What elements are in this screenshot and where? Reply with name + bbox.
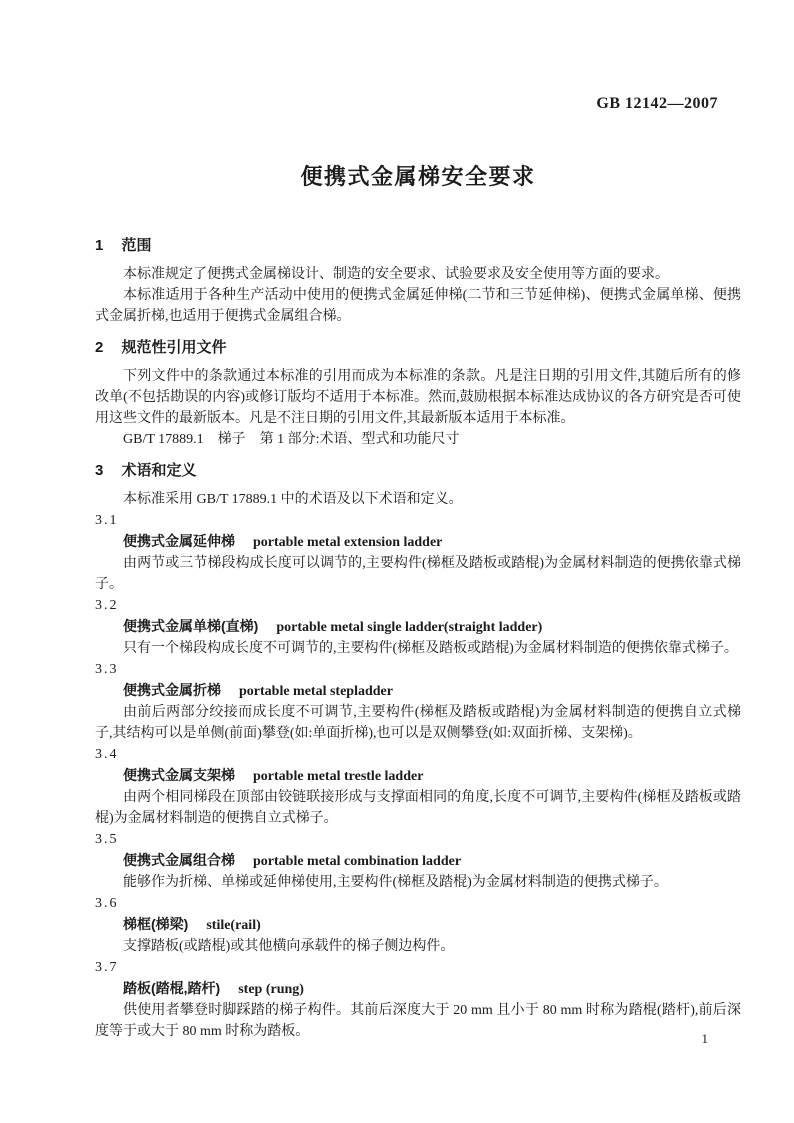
page-number: 1 (701, 1031, 708, 1046)
term-name-line (95, 531, 741, 553)
section-references-heading (95, 337, 741, 358)
term-number: 3.4 (95, 747, 119, 762)
term-3-7 (95, 957, 741, 1042)
document-body (95, 225, 741, 1042)
term-name-cn: 便携式金属折梯 (123, 682, 221, 698)
standard-code: GB 12142—2007 (596, 95, 718, 112)
section-scope-heading (95, 235, 741, 256)
term-name-en: portable metal trestle ladder (253, 769, 424, 784)
term-number: 3.5 (95, 832, 119, 847)
term-3-6 (95, 893, 741, 957)
term-name-cn: 踏板(踏棍,踏杆) (123, 980, 221, 996)
term-name-line (95, 978, 741, 1000)
section-terms-heading (95, 460, 741, 481)
section-number: 2 (95, 339, 104, 356)
section-title: 范围 (121, 237, 152, 254)
term-number: 3.6 (95, 896, 119, 911)
term-definition: 由前后两部分绞接而成长度不可调节,主要构件(梯框及踏板或踏棍)为金属材料制造的便携自立式梯子,其结构可以是单侧(前面)攀登(如:单面折梯),也可以是双侧攀登(如:双面折梯、支架梯)。 (95, 705, 741, 741)
term-number: 3.7 (95, 960, 119, 975)
term-name-line (95, 914, 741, 936)
term-definition: 供使用者攀登时脚踩踏的梯子构件。其前后深度大于 20 mm 且小于 80 mm 时称为踏棍(踏杆),前后深度等于或大于 80 mm 时称为踏板。 (95, 1003, 741, 1039)
terms-intro: 本标准采用 GB/T 17889.1 中的术语及以下术语和定义。 (123, 492, 463, 507)
term-name-line (95, 765, 741, 787)
section-references (95, 337, 741, 450)
term-name-cn: 便携式金属支架梯 (123, 767, 235, 783)
term-name-cn: 便携式金属延伸梯 (123, 533, 235, 549)
term-3-5 (95, 829, 741, 893)
term-3-1 (95, 510, 741, 595)
term-definition: 由两节或三节梯段构成长度可以调节的,主要构件(梯框及踏板或踏棍)为金属材料制造的便携依靠式梯子。 (95, 556, 741, 592)
term-3-3 (95, 659, 741, 744)
section-scope (95, 235, 741, 327)
term-3-2 (95, 595, 741, 659)
term-definition: 支撑踏板(或踏棍)或其他横向承载件的梯子侧边构件。 (123, 939, 455, 954)
term-name-en: stile(rail) (206, 918, 261, 933)
term-name-en: step (rung) (238, 982, 304, 997)
document-title: 便携式金属梯安全要求 (300, 164, 536, 189)
normative-reference: GB/T 17889.1 梯子 第 1 部分:术语、型式和功能尺寸 (123, 432, 460, 447)
term-name-en: portable metal single ladder(straight ladder) (276, 620, 543, 635)
term-number: 3.3 (95, 662, 119, 677)
scope-paragraph-2: 本标准适用于各种生产活动中使用的便携式金属延伸梯(二节和三节延伸梯)、便携式金属单梯、便携式金属折梯,也适用于便携式金属组合梯。 (95, 288, 741, 324)
section-number: 1 (95, 237, 104, 254)
section-number: 3 (95, 462, 104, 479)
term-name-en: portable metal stepladder (239, 684, 393, 699)
term-definition: 只有一个梯段构成长度不可调节的,主要构件(梯框及踏板或踏棍)为金属材料制造的便携依靠式梯子。 (123, 641, 738, 656)
scope-paragraph-1: 本标准规定了便携式金属梯设计、制造的安全要求、试验要求及安全使用等方面的要求。 (123, 267, 669, 282)
section-title: 术语和定义 (121, 462, 197, 479)
term-name-line (95, 680, 741, 702)
term-number: 3.1 (95, 513, 119, 528)
term-name-cn: 梯框(梯梁) (123, 916, 189, 932)
references-paragraph: 下列文件中的条款通过本标准的引用而成为本标准的条款。凡是注日期的引用文件,其随后所有的修改单(不包括勘误的内容)或修订版均不适用于本标准。然而,鼓励根据本标准达成协议的各方研究是否可使用这些文件的最新版本。凡是不注日期的引用文件,其最新版本适用于本标准。 (95, 369, 741, 426)
term-name-en: portable metal extension ladder (253, 535, 443, 550)
section-title: 规范性引用文件 (121, 339, 227, 356)
section-terms (95, 460, 741, 1042)
term-name-line (95, 850, 741, 872)
term-name-line (95, 616, 741, 638)
term-name-en: portable metal combination ladder (253, 854, 462, 869)
term-number: 3.2 (95, 598, 119, 613)
term-definition: 能够作为折梯、单梯或延伸梯使用,主要构件(梯框及踏棍)为金属材料制造的便携式梯子。 (123, 875, 668, 890)
term-definition: 由两个相同梯段在顶部由铰链联接形成与支撑面相同的角度,长度不可调节,主要构件(梯框及踏板或踏棍)为金属材料制造的便携自立式梯子。 (95, 790, 741, 826)
term-name-cn: 便携式金属组合梯 (123, 852, 235, 868)
term-name-cn: 便携式金属单梯(直梯) (123, 618, 259, 634)
term-3-4 (95, 744, 741, 829)
